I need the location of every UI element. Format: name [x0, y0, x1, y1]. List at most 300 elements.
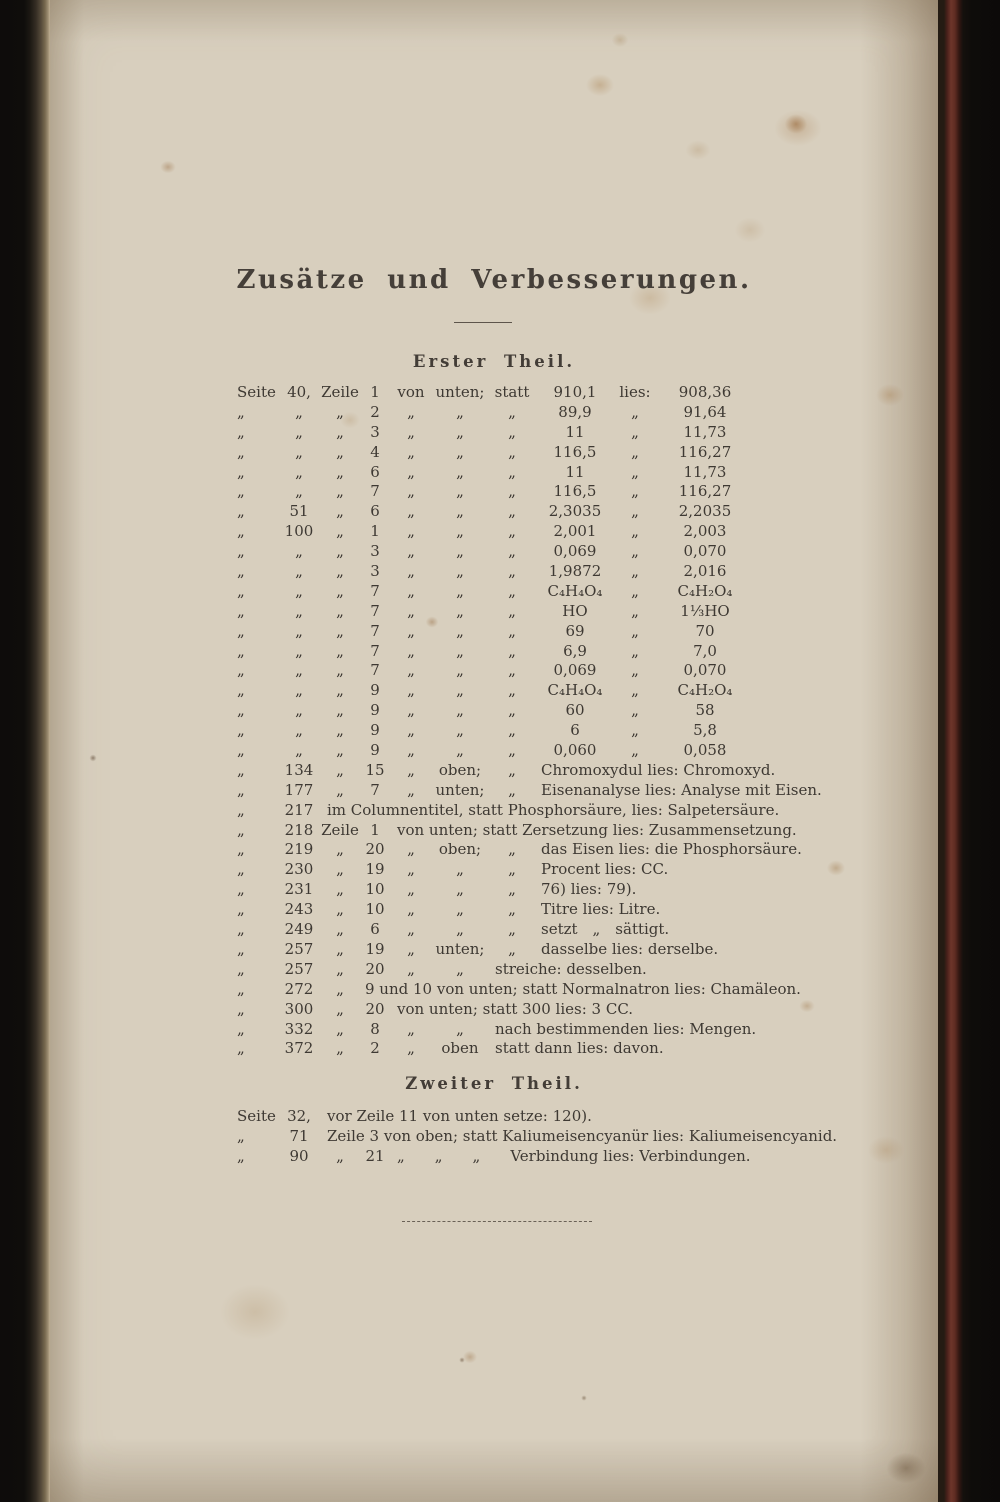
- errata-cell: „: [336, 482, 344, 501]
- errata-cell: Procent lies: CC.: [541, 860, 669, 879]
- errata-cell: „: [295, 581, 303, 600]
- errata-cell: „: [456, 562, 464, 581]
- errata-cell: „: [508, 741, 516, 760]
- errata-cell: „: [407, 402, 415, 421]
- errata-cell: 1⅓HO: [680, 601, 730, 620]
- errata-cell: oben: [441, 1039, 479, 1058]
- errata-cell: 243: [284, 900, 314, 919]
- errata-cell: „: [631, 721, 639, 740]
- errata-cell: 60: [565, 701, 585, 720]
- errata-cell: „: [631, 741, 639, 760]
- errata-cell: „: [295, 741, 303, 760]
- errata-cell: „: [508, 760, 516, 779]
- errata-cell: „: [295, 621, 303, 640]
- errata-cell: „: [508, 939, 516, 958]
- errata-row: [237, 522, 822, 542]
- errata-cell: 2: [370, 1039, 380, 1058]
- errata-cell: „: [336, 402, 344, 421]
- errata-cell: 257: [284, 939, 314, 958]
- errata-cell: „: [237, 860, 245, 879]
- errata-cell: „: [237, 880, 245, 899]
- errata-cell: „ „ „ Verbindung lies: Verbindungen.: [397, 1146, 751, 1165]
- errata-cell: 0,070: [683, 661, 727, 680]
- errata-cell: „: [295, 681, 303, 700]
- errata-row: [237, 781, 822, 801]
- errata-cell: „: [237, 1146, 245, 1165]
- errata-cell: „: [456, 920, 464, 939]
- errata-cell: oben;: [438, 760, 482, 779]
- errata-cell: „: [407, 1039, 415, 1058]
- errata-cell: „: [336, 542, 344, 561]
- errata-row: [237, 741, 822, 761]
- errata-cell: „: [237, 641, 245, 660]
- errata-cell: 0,069: [553, 542, 597, 561]
- errata-cell: 2,3035: [548, 502, 602, 521]
- errata-cell: statt: [494, 383, 530, 401]
- errata-cell: 372: [284, 1039, 314, 1058]
- page-title: Zusätze und Verbesserungen.: [236, 265, 752, 295]
- errata-cell: „: [336, 701, 344, 720]
- errata-row: [237, 562, 822, 582]
- errata-cell: 2,016: [683, 562, 727, 581]
- errata-cell: „: [456, 860, 464, 879]
- errata-cell: „: [631, 482, 639, 501]
- errata-cell: „: [336, 621, 344, 640]
- errata-row: [237, 940, 822, 960]
- errata-cell: „: [336, 880, 344, 899]
- errata-cell: „: [336, 840, 344, 859]
- errata-cell: 332: [284, 1019, 314, 1038]
- errata-cell: „: [407, 920, 415, 939]
- errata-row: [237, 821, 822, 841]
- errata-cell: „: [336, 741, 344, 760]
- errata-row: [237, 920, 822, 940]
- errata-cell: 89,9: [558, 402, 592, 421]
- errata-cell: 257: [284, 959, 314, 978]
- errata-row: [237, 701, 822, 721]
- errata-cell: „: [407, 581, 415, 600]
- errata-cell: 2,003: [683, 522, 727, 541]
- errata-cell: „: [407, 522, 415, 541]
- errata-cell: „: [237, 1039, 245, 1058]
- errata-row: [237, 443, 822, 463]
- errata-cell: 20: [365, 840, 385, 859]
- section-heading-zweiter-theil: Zweiter Theil.: [405, 1074, 583, 1093]
- errata-cell: 1,9872: [548, 562, 602, 581]
- errata-cell: „: [237, 760, 245, 779]
- errata-row: [237, 1000, 822, 1020]
- errata-cell: 4: [370, 442, 380, 461]
- errata-cell: „: [237, 840, 245, 859]
- errata-cell: „: [407, 661, 415, 680]
- errata-cell: „: [631, 562, 639, 581]
- errata-cell: „: [407, 482, 415, 501]
- errata-cell: „: [407, 641, 415, 660]
- errata-cell: 7: [370, 601, 380, 620]
- errata-cell: „: [456, 542, 464, 561]
- errata-cell: „: [336, 581, 344, 600]
- errata-cell: „: [237, 800, 245, 819]
- errata-row: [237, 602, 822, 622]
- errata-cell: dasselbe lies: derselbe.: [541, 939, 719, 958]
- errata-cell: „: [336, 780, 344, 799]
- errata-cell: „: [237, 900, 245, 919]
- errata-cell: unten;: [435, 383, 485, 401]
- errata-cell: 116,27: [678, 442, 732, 461]
- errata-cell: „: [295, 422, 303, 441]
- errata-cell: „: [336, 422, 344, 441]
- errata-cell: 11: [565, 422, 585, 441]
- errata-cell: 9 und 10 von unten; statt Normalnatron lies: Chamäleon.: [365, 979, 801, 998]
- errata-cell: 910,1: [553, 383, 597, 401]
- errata-cell: „: [237, 979, 245, 998]
- errata-cell: „: [508, 562, 516, 581]
- end-rule: [402, 1221, 592, 1222]
- book-page: [50, 0, 938, 1502]
- errata-cell: „: [508, 621, 516, 640]
- errata-cell: „: [407, 939, 415, 958]
- errata-cell: „: [407, 462, 415, 481]
- errata-cell: „: [237, 661, 245, 680]
- errata-cell: 10: [365, 900, 385, 919]
- errata-cell: 11: [565, 462, 585, 481]
- errata-row: [237, 840, 822, 860]
- errata-row: [237, 1147, 837, 1167]
- errata-cell: 1: [370, 383, 380, 401]
- errata-list-erster-theil: [237, 383, 822, 1059]
- errata-row: [237, 403, 822, 423]
- errata-cell: C₄H₄O₄: [547, 681, 603, 700]
- errata-cell: „: [631, 581, 639, 600]
- errata-cell: 908,36: [678, 383, 732, 401]
- errata-cell: „: [237, 402, 245, 421]
- errata-cell: „: [631, 542, 639, 561]
- errata-cell: 20: [365, 999, 385, 1018]
- errata-cell: „: [336, 999, 344, 1018]
- errata-cell: „: [456, 462, 464, 481]
- errata-cell: 231: [284, 880, 314, 899]
- errata-cell: „: [508, 581, 516, 600]
- errata-row: [237, 482, 822, 502]
- errata-row: [237, 761, 822, 781]
- errata-cell: 21: [365, 1146, 385, 1165]
- errata-cell: im Columnentitel, statt Phosphorsäure, lies: Salpetersäure.: [327, 800, 780, 819]
- errata-cell: „: [456, 601, 464, 620]
- errata-row: [237, 1127, 837, 1147]
- errata-cell: lies:: [619, 383, 651, 401]
- errata-cell: 272: [284, 979, 314, 998]
- errata-cell: „: [508, 601, 516, 620]
- errata-cell: „: [407, 860, 415, 879]
- errata-cell: „: [508, 780, 516, 799]
- errata-cell: „: [407, 502, 415, 521]
- errata-cell: 3: [370, 542, 380, 561]
- errata-cell: 116,5: [553, 482, 597, 501]
- errata-cell: „: [295, 442, 303, 461]
- errata-cell: „: [295, 701, 303, 720]
- errata-cell: „: [237, 462, 245, 481]
- errata-cell: 11,73: [683, 462, 727, 481]
- errata-row: [237, 1020, 822, 1040]
- errata-row: [237, 681, 822, 701]
- errata-cell: „: [456, 661, 464, 680]
- errata-cell: „: [336, 939, 344, 958]
- title-rule: [454, 322, 512, 323]
- errata-cell: „: [237, 701, 245, 720]
- errata-cell: „: [631, 442, 639, 461]
- errata-cell: „: [508, 721, 516, 740]
- errata-cell: 8: [370, 1019, 380, 1038]
- errata-row: [237, 980, 822, 1000]
- errata-cell: „: [237, 601, 245, 620]
- errata-cell: „: [407, 900, 415, 919]
- errata-cell: 9: [370, 741, 380, 760]
- errata-cell: „: [336, 1039, 344, 1058]
- errata-cell: „: [631, 701, 639, 720]
- errata-cell: „: [407, 562, 415, 581]
- errata-cell: „: [456, 522, 464, 541]
- errata-cell: „: [508, 641, 516, 660]
- errata-cell: 19: [365, 939, 385, 958]
- errata-cell: 249: [284, 920, 314, 939]
- errata-cell: 0,060: [553, 741, 597, 760]
- errata-cell: „: [508, 900, 516, 919]
- errata-cell: „: [336, 959, 344, 978]
- errata-cell: HO: [562, 601, 588, 620]
- errata-cell: „: [407, 721, 415, 740]
- errata-cell: vor Zeile 11 von unten setze: 120).: [327, 1107, 592, 1125]
- errata-cell: „: [407, 621, 415, 640]
- errata-row: [237, 542, 822, 562]
- errata-row: [237, 661, 822, 681]
- errata-cell: „: [508, 840, 516, 859]
- errata-row: [237, 1039, 822, 1059]
- errata-cell: 7: [370, 641, 380, 660]
- errata-cell: unten;: [435, 939, 485, 958]
- errata-cell: „: [237, 959, 245, 978]
- errata-cell: 218: [284, 820, 314, 839]
- errata-cell: 9: [370, 681, 380, 700]
- errata-cell: „: [456, 1019, 464, 1038]
- errata-cell: streiche: desselben.: [495, 959, 647, 978]
- errata-cell: „: [508, 880, 516, 899]
- errata-cell: 7: [370, 780, 380, 799]
- errata-cell: 15: [365, 760, 385, 779]
- errata-cell: statt dann lies: davon.: [495, 1039, 664, 1058]
- errata-cell: 3: [370, 422, 380, 441]
- errata-row: [237, 423, 822, 443]
- errata-cell: unten;: [435, 780, 485, 799]
- errata-cell: „: [407, 959, 415, 978]
- errata-cell: „: [456, 621, 464, 640]
- errata-cell: „: [237, 721, 245, 740]
- page-block-edge: [0, 0, 50, 1502]
- errata-cell: 69: [565, 621, 585, 640]
- errata-cell: oben;: [438, 840, 482, 859]
- errata-cell: „: [237, 1019, 245, 1038]
- errata-row: [237, 900, 822, 920]
- errata-cell: „: [456, 581, 464, 600]
- errata-row: [237, 1107, 837, 1127]
- errata-cell: „: [508, 860, 516, 879]
- errata-cell: „: [631, 402, 639, 421]
- errata-cell: 51: [289, 502, 309, 521]
- errata-cell: „: [336, 860, 344, 879]
- errata-cell: 6: [370, 920, 380, 939]
- errata-cell: 177: [284, 780, 314, 799]
- errata-cell: 2: [370, 402, 380, 421]
- errata-cell: 6: [370, 502, 380, 521]
- errata-cell: „: [237, 482, 245, 501]
- errata-cell: 7,0: [693, 641, 717, 660]
- errata-cell: „: [237, 562, 245, 581]
- errata-cell: „: [631, 601, 639, 620]
- errata-cell: 1: [370, 820, 380, 839]
- errata-cell: Zeile 3 von oben; statt Kaliumeisencyanür lies: Kaliumeisencyanid.: [327, 1126, 838, 1145]
- errata-cell: 1: [370, 522, 380, 541]
- errata-cell: „: [336, 760, 344, 779]
- errata-cell: „: [407, 880, 415, 899]
- errata-row: [237, 502, 822, 522]
- errata-cell: „: [456, 402, 464, 421]
- errata-cell: „: [508, 522, 516, 541]
- errata-cell: „: [237, 502, 245, 521]
- errata-cell: „: [456, 502, 464, 521]
- errata-cell: „: [237, 999, 245, 1018]
- errata-cell: 2,001: [553, 522, 597, 541]
- errata-cell: C₄H₄O₄: [547, 581, 603, 600]
- errata-cell: „: [336, 522, 344, 541]
- errata-cell: „: [336, 979, 344, 998]
- errata-cell: „: [295, 562, 303, 581]
- errata-cell: 9: [370, 701, 380, 720]
- errata-cell: „: [237, 621, 245, 640]
- book-cover-edge: [938, 0, 1000, 1502]
- errata-list-zweiter-theil: [237, 1107, 837, 1167]
- errata-cell: „: [295, 661, 303, 680]
- errata-cell: „: [456, 442, 464, 461]
- errata-cell: 116,27: [678, 482, 732, 501]
- errata-cell: „: [237, 1126, 245, 1145]
- errata-cell: 0,070: [683, 542, 727, 561]
- errata-cell: „: [456, 900, 464, 919]
- errata-cell: „: [336, 681, 344, 700]
- errata-cell: „: [336, 661, 344, 680]
- errata-row: [237, 860, 822, 880]
- section-heading-erster-theil: Erster Theil.: [412, 352, 576, 371]
- errata-cell: „: [508, 542, 516, 561]
- errata-cell: „: [295, 482, 303, 501]
- errata-cell: „: [508, 422, 516, 441]
- errata-cell: das Eisen lies: die Phosphorsäure.: [541, 840, 802, 859]
- errata-cell: Seite: [237, 1107, 276, 1125]
- errata-cell: 219: [284, 840, 314, 859]
- errata-cell: „: [295, 402, 303, 421]
- errata-cell: nach bestimmenden lies: Mengen.: [495, 1019, 757, 1038]
- errata-cell: 9: [370, 721, 380, 740]
- errata-cell: „: [407, 741, 415, 760]
- errata-cell: 7: [370, 621, 380, 640]
- errata-row: [237, 383, 822, 403]
- errata-cell: 76) lies: 79).: [541, 880, 637, 899]
- errata-cell: „: [237, 681, 245, 700]
- errata-cell: Chromoxydul lies: Chromoxyd.: [541, 760, 776, 779]
- errata-cell: „: [237, 581, 245, 600]
- errata-cell: „: [407, 422, 415, 441]
- errata-cell: „: [295, 542, 303, 561]
- errata-cell: von unten; statt Zersetzung lies: Zusammensetzung.: [397, 820, 797, 839]
- errata-cell: „: [407, 681, 415, 700]
- errata-cell: „: [295, 601, 303, 620]
- errata-cell: C₄H₂O₄: [677, 681, 733, 700]
- errata-cell: „: [407, 780, 415, 799]
- errata-cell: „: [407, 542, 415, 561]
- errata-cell: 70: [695, 621, 715, 640]
- errata-cell: „: [631, 522, 639, 541]
- errata-row: [237, 463, 822, 483]
- errata-cell: 2,2035: [678, 502, 732, 521]
- errata-cell: 19: [365, 860, 385, 879]
- errata-cell: „: [456, 959, 464, 978]
- errata-cell: „: [456, 482, 464, 501]
- errata-cell: „: [456, 721, 464, 740]
- errata-cell: „: [407, 601, 415, 620]
- errata-row: [237, 801, 822, 821]
- errata-cell: „: [508, 462, 516, 481]
- errata-cell: „: [631, 422, 639, 441]
- errata-cell: Titre lies: Litre.: [541, 900, 661, 919]
- errata-cell: 7: [370, 482, 380, 501]
- errata-cell: „: [237, 939, 245, 958]
- errata-cell: setzt „ sättigt.: [541, 920, 670, 939]
- errata-cell: „: [456, 880, 464, 899]
- errata-cell: 116,5: [553, 442, 597, 461]
- errata-cell: 3: [370, 562, 380, 581]
- errata-cell: „: [508, 701, 516, 720]
- errata-row: [237, 642, 822, 662]
- errata-cell: „: [631, 681, 639, 700]
- errata-cell: C₄H₂O₄: [677, 581, 733, 600]
- errata-cell: „: [508, 442, 516, 461]
- errata-cell: 0,069: [553, 661, 597, 680]
- errata-cell: „: [456, 422, 464, 441]
- errata-cell: „: [631, 621, 639, 640]
- errata-cell: Zeile: [321, 820, 359, 839]
- errata-cell: 32,: [287, 1107, 311, 1125]
- errata-cell: „: [407, 442, 415, 461]
- errata-cell: 20: [365, 959, 385, 978]
- errata-cell: Seite: [237, 383, 276, 401]
- errata-cell: „: [508, 661, 516, 680]
- errata-row: [237, 582, 822, 602]
- errata-cell: „: [295, 721, 303, 740]
- errata-cell: von: [397, 383, 425, 401]
- errata-cell: „: [456, 641, 464, 660]
- errata-cell: „: [237, 422, 245, 441]
- errata-cell: „: [336, 1146, 344, 1165]
- errata-cell: „: [336, 562, 344, 581]
- errata-cell: „: [631, 462, 639, 481]
- errata-cell: „: [631, 641, 639, 660]
- errata-row: [237, 960, 822, 980]
- errata-cell: 217: [284, 800, 314, 819]
- errata-cell: „: [456, 741, 464, 760]
- errata-cell: 10: [365, 880, 385, 899]
- errata-cell: 91,64: [683, 402, 727, 421]
- errata-cell: Zeile: [321, 383, 359, 401]
- errata-cell: „: [508, 681, 516, 700]
- errata-cell: „: [456, 701, 464, 720]
